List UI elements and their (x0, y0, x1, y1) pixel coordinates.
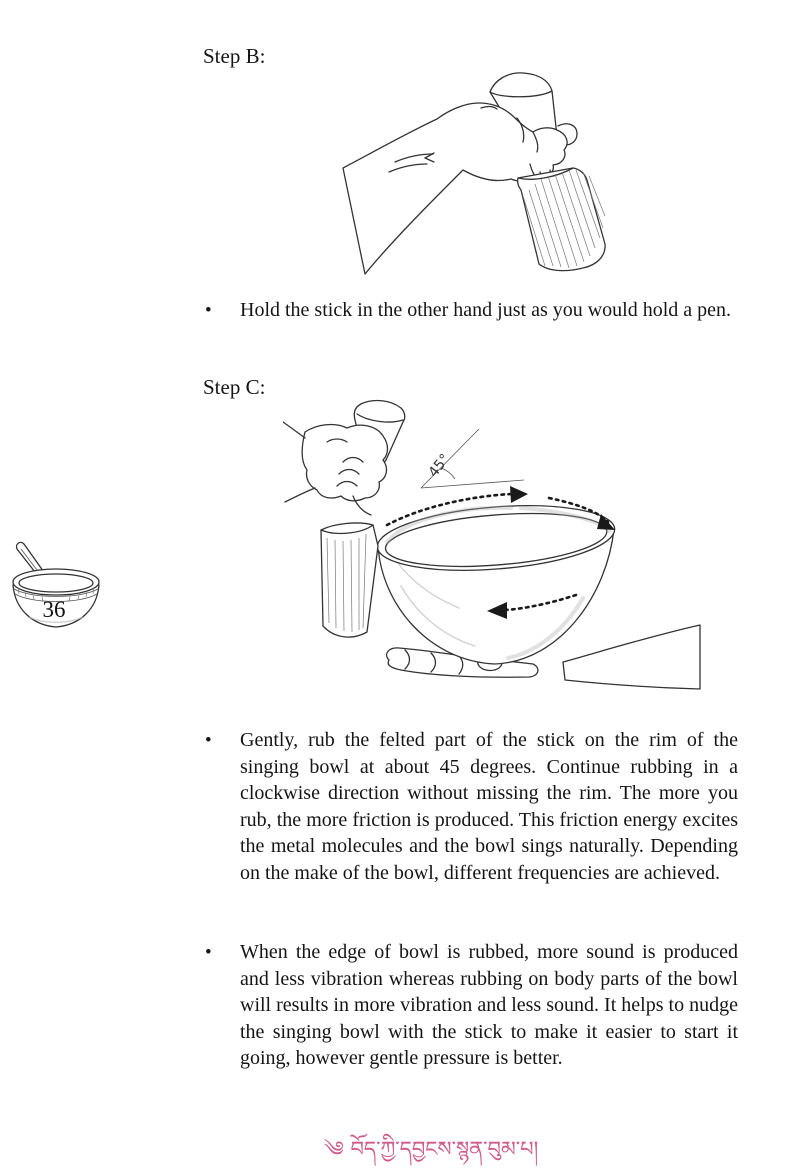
step-c-bullet-text-2: When the edge of bowl is rubbed, more sound is produced and less vibration whereas rubbing on body parts of the bowl will results in more vibration and less sound. It helps to nudge the singing bowl with the stick to make it easier to start it going, however gentle pressure is better. (240, 941, 738, 1069)
step-c-figure-rubbing-bowl (283, 398, 703, 696)
small-bowl-with-stick-icon (2, 541, 108, 639)
page-number: 36 (42, 597, 66, 622)
step-b-bullet-text: Hold the stick in the other hand just as you would hold a pen. (240, 299, 732, 321)
page-marker-bowl (2, 541, 108, 639)
step-b-heading: Step B: (203, 44, 266, 68)
step-c-bullet-item-2 (205, 939, 738, 1072)
step-b-figure-hand-holding-stick (337, 66, 609, 290)
step-c-bullet-text-1: Gently, rub the felted part of the stick on the rim of the singing bowl at about 45 degrees. Continue rubbing in a clockwise direction without missing the rim. The more you rub, the more friction is produced. This friction energy excites the metal molecules and the bowl sings naturally. Depending on the make of the bowl, different frequencies are achieved. (240, 729, 738, 884)
step-c-bullet-item-1 (205, 727, 738, 886)
step-b-bullet-item (205, 297, 738, 324)
angle-45-label: 45° (425, 451, 454, 481)
arrow-right-icon (510, 486, 528, 503)
bullet-dot: • (205, 730, 212, 751)
singing-bowl-rubbing-illustration (283, 398, 703, 696)
bullet-dot: • (205, 942, 212, 963)
tibetan-running-title: ༄ བོད་ཀྱི་དབྱངས་སྙན་བུམ་པ། (323, 1137, 539, 1161)
bullet-dot: • (205, 300, 212, 321)
hand-holding-stick-illustration (337, 66, 609, 290)
step-c-heading: Step C: (203, 375, 266, 399)
